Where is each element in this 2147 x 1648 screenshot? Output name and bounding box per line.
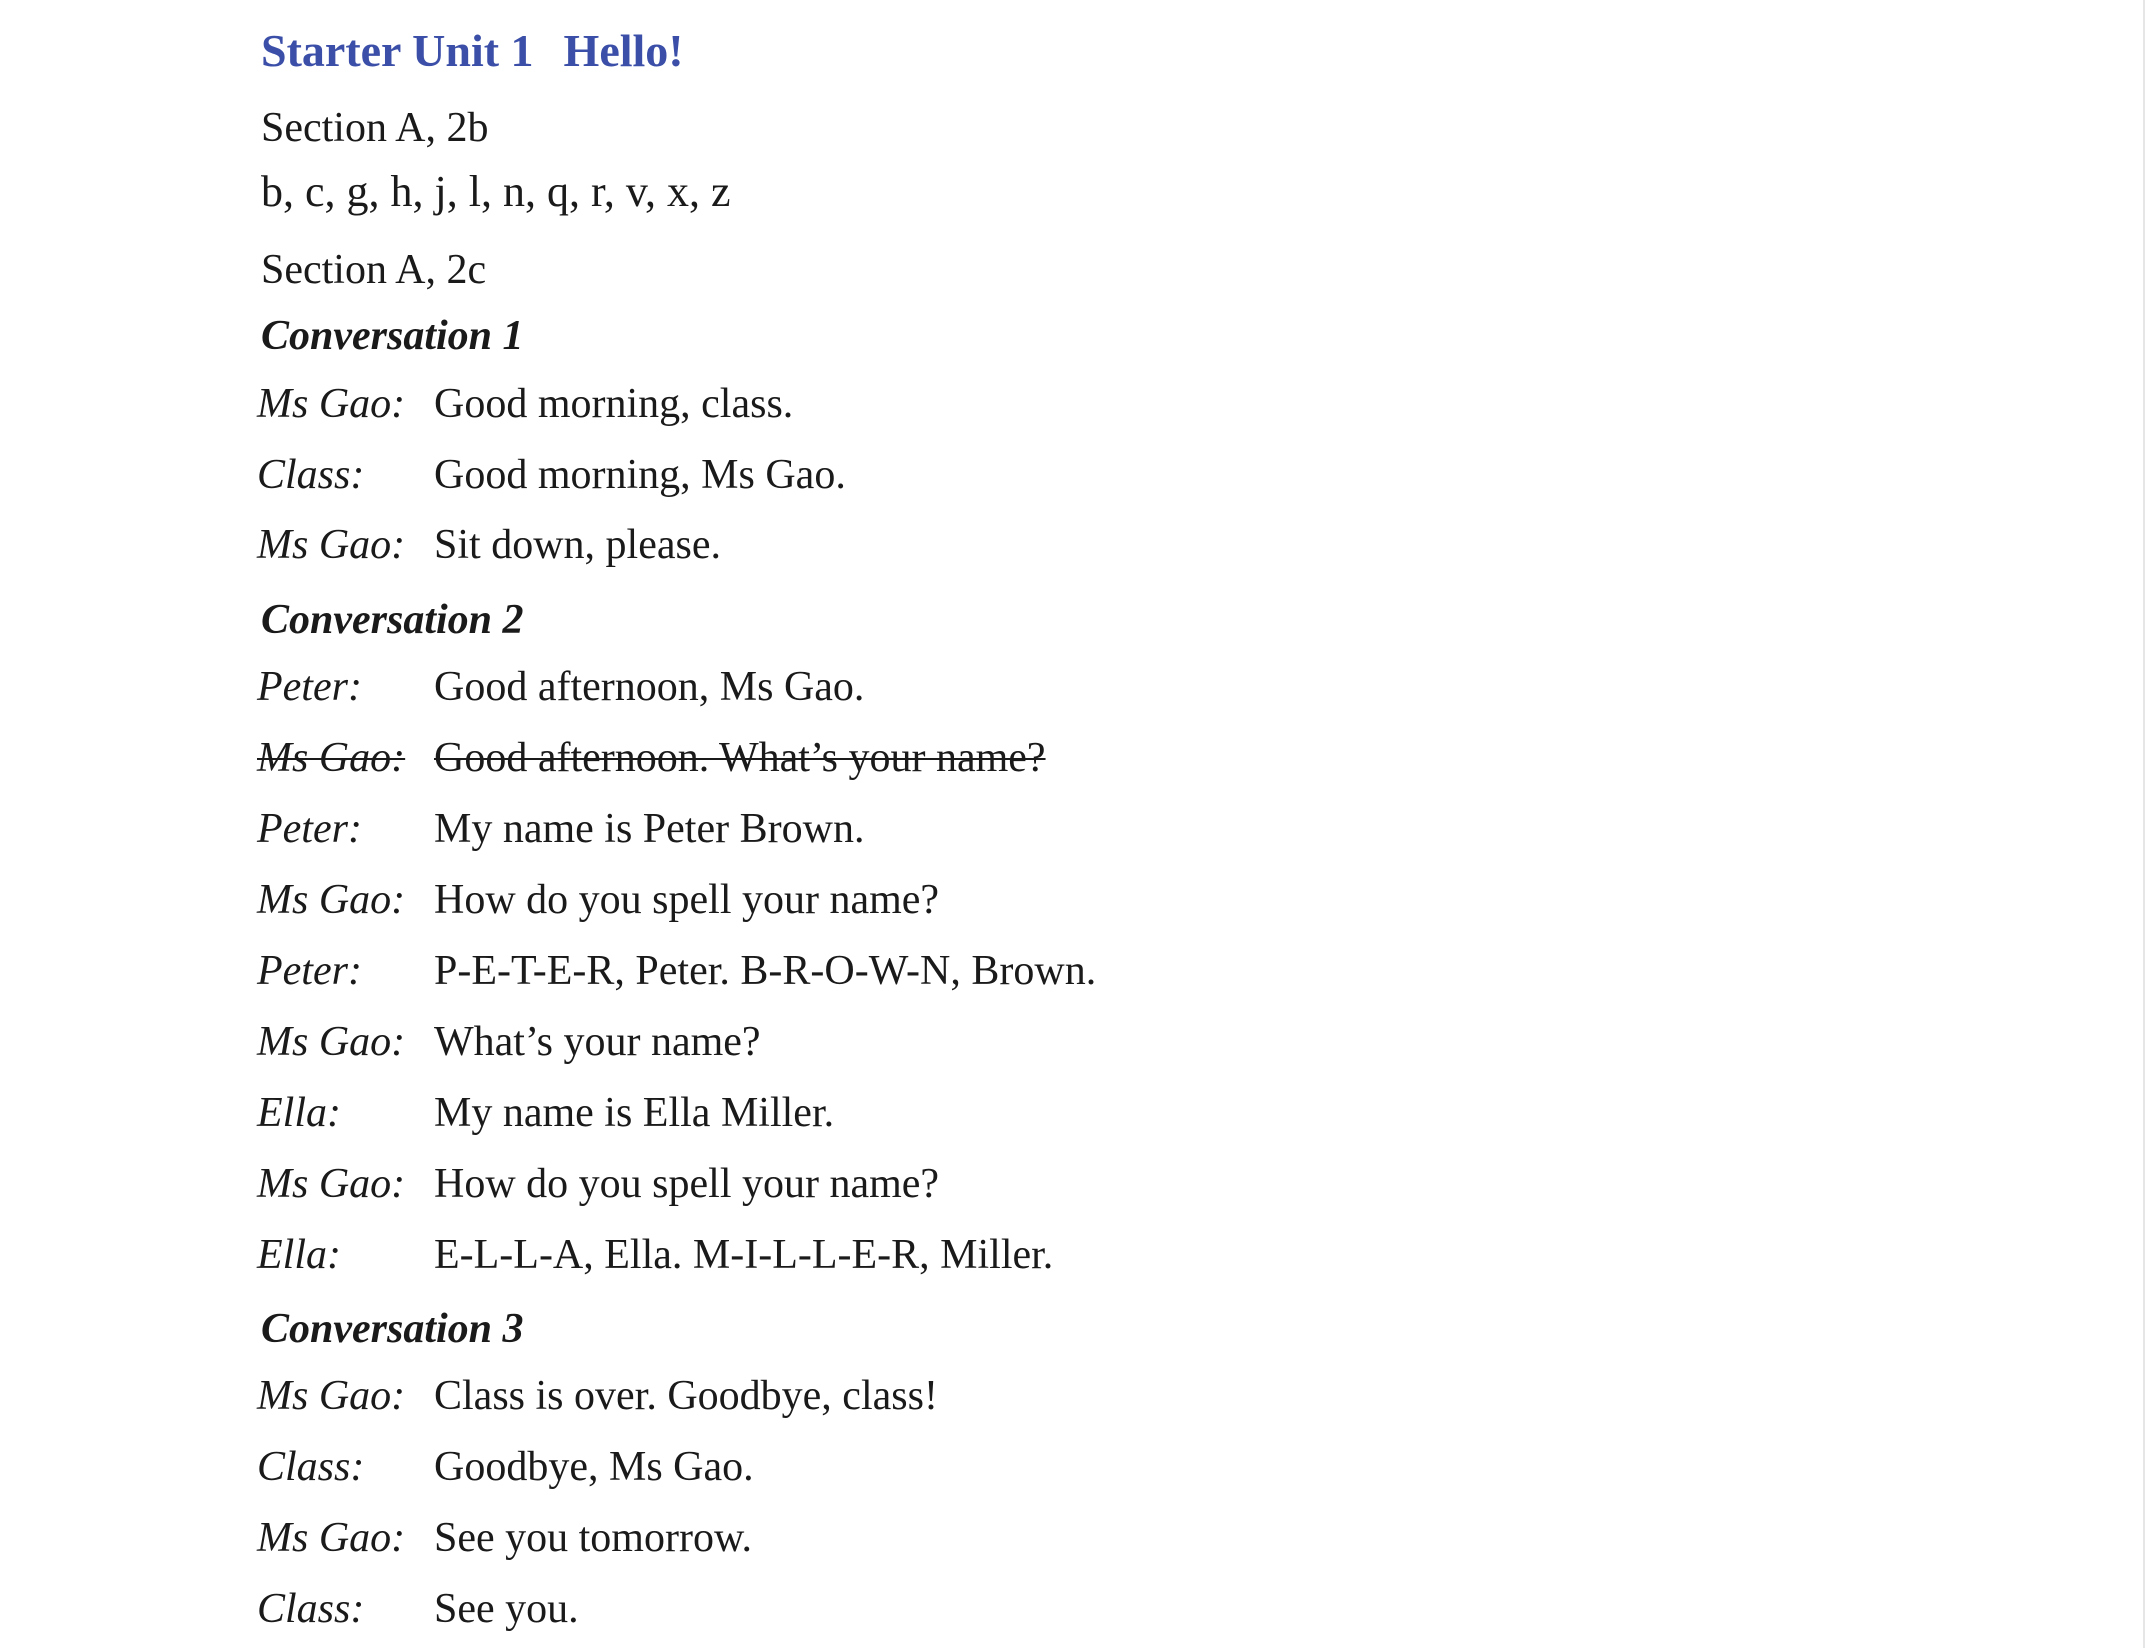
speech-text: Goodbye, Ms Gao. [434, 1444, 754, 1490]
speech-text: Sit down, please. [434, 522, 721, 568]
speaker-name: Ella: [257, 1090, 341, 1136]
speech-text: Good afternoon, Ms Gao. [434, 664, 865, 710]
speech-text: E-L-L-A, Ella. M-I-L-L-E-R, Miller. [434, 1232, 1054, 1278]
dialogue-line [257, 451, 846, 507]
conversation-1-heading: Conversation 1 [261, 313, 524, 359]
dialogue-line [257, 1514, 752, 1570]
speech-text: Good morning, Ms Gao. [434, 452, 846, 498]
speech-text: Class is over. Goodbye, class! [434, 1373, 938, 1419]
speech-text: How do you spell your name? [434, 1161, 940, 1207]
speech-text: See you tomorrow. [434, 1515, 753, 1561]
speaker-name: Ms Gao: [257, 877, 406, 923]
unit-number-label: Starter Unit 1 [261, 25, 534, 76]
speaker-name: Ms Gao: [257, 1373, 406, 1419]
speaker-name: Ms Gao: [257, 1019, 406, 1065]
dialogue-line [257, 1018, 761, 1074]
dialogue-line [257, 734, 1046, 790]
conversation-3-heading: Conversation 3 [261, 1306, 524, 1352]
speech-text: How do you spell your name? [434, 877, 940, 923]
dialogue-line [257, 1443, 754, 1499]
dialogue-line [257, 1160, 939, 1216]
dialogue-line [257, 1372, 938, 1428]
unit-title-text: Hello! [563, 25, 684, 76]
dialogue-line [257, 1231, 1053, 1287]
speech-text: Good morning, class. [434, 381, 794, 427]
speaker-name: Peter: [257, 806, 362, 852]
dialogue-line [257, 805, 864, 861]
speaker-name: Ms Gao: [257, 381, 406, 427]
speaker-name: Ella: [257, 1232, 341, 1278]
speaker-name: Ms Gao: [257, 522, 406, 568]
section-heading-2c: Section A, 2c [261, 247, 487, 293]
speech-text: What’s your name? [434, 1019, 761, 1065]
speaker-name: Ms Gao: [257, 1515, 406, 1561]
section-heading-2b: Section A, 2b [261, 105, 489, 151]
letters-list: b, c, g, h, j, l, n, q, r, v, x, z [261, 167, 731, 216]
speaker-name: Peter: [257, 664, 362, 710]
dialogue-line [257, 1089, 834, 1145]
dialogue-line [257, 663, 864, 719]
dialogue-line [257, 1585, 579, 1641]
speaker-name: Class: [257, 1586, 365, 1632]
speaker-name: Ms Gao: [257, 1161, 406, 1207]
dialogue-line [257, 521, 721, 577]
speech-text: See you. [434, 1586, 579, 1632]
speech-text: Good afternoon. What’s your name? [434, 735, 1046, 781]
speaker-name: Class: [257, 452, 365, 498]
speech-text: My name is Ella Miller. [434, 1090, 835, 1136]
dialogue-line [257, 947, 1096, 1003]
speech-text: P-E-T-E-R, Peter. B-R-O-W-N, Brown. [434, 948, 1097, 994]
speech-text: My name is Peter Brown. [434, 806, 865, 852]
speaker-name: Ms Gao: [257, 735, 406, 781]
dialogue-line [257, 380, 793, 436]
dialogue-line [257, 876, 939, 932]
unit-title [261, 24, 684, 77]
page-edge-divider [2143, 0, 2145, 1648]
conversation-2-heading: Conversation 2 [261, 597, 524, 643]
speaker-name: Class: [257, 1444, 365, 1490]
speaker-name: Peter: [257, 948, 362, 994]
